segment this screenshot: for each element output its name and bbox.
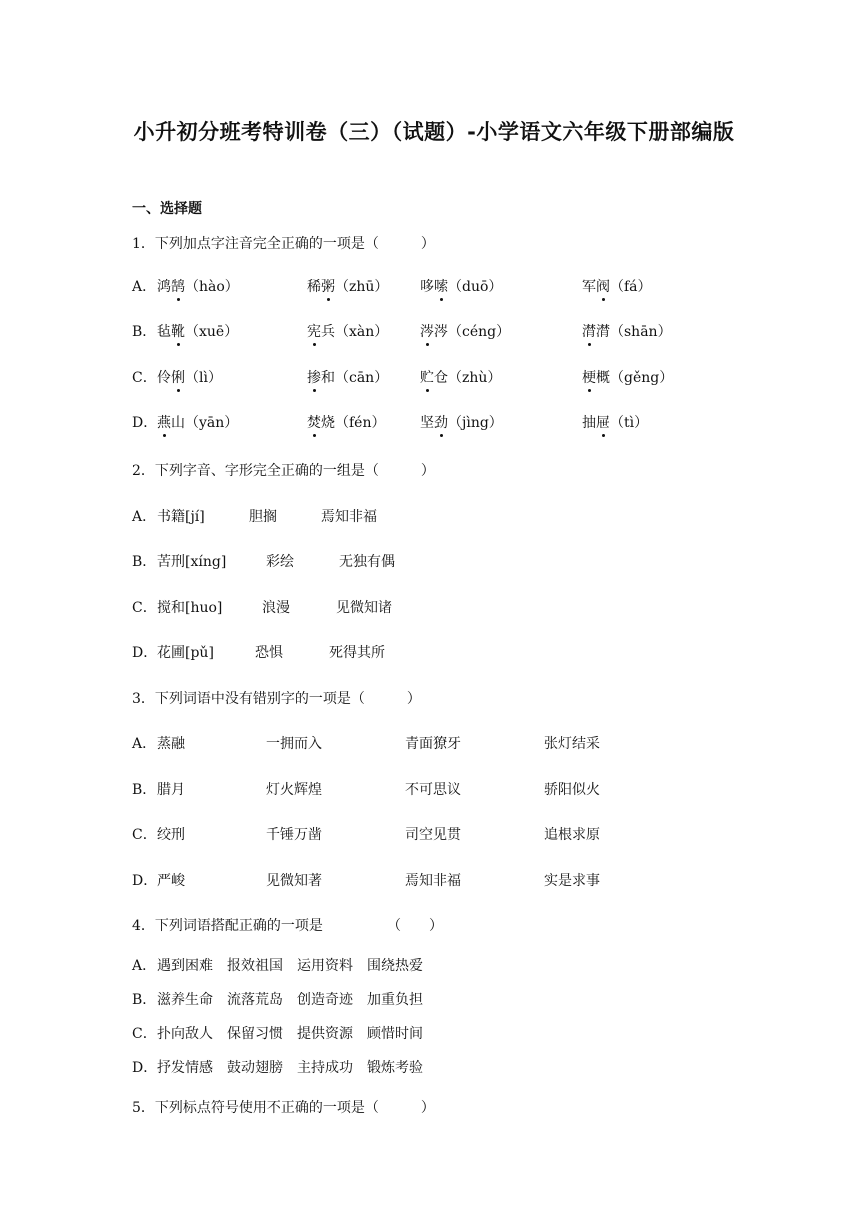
option-item: 青面獠牙 xyxy=(405,736,461,752)
question-1-stem: 1．下列加点字注音完全正确的一项是（ ） xyxy=(132,236,435,252)
option-item xyxy=(157,367,222,387)
question-4-paren: （ ） xyxy=(387,918,443,934)
option-item xyxy=(307,321,388,341)
item-suffix: （zhū） xyxy=(335,279,389,295)
item-suffix: （lì） xyxy=(185,370,222,386)
question-5-stem: 5．下列标点符号使用不正确的一项是（ ） xyxy=(132,1100,435,1116)
option-item: 死得其所 xyxy=(329,645,385,661)
option-item: 千锤万凿 xyxy=(266,827,322,843)
option-item xyxy=(582,276,652,296)
option-letter: C． xyxy=(132,827,157,843)
option-letter: A． xyxy=(132,736,157,752)
item-suffix: （fá） xyxy=(610,279,652,295)
item-suffix: 兵（xàn） xyxy=(321,324,389,340)
option-text: 扑向敌人 保留习惯 提供资源 顾惜时间 xyxy=(157,1026,423,1042)
option-item: 腊月 xyxy=(157,782,185,798)
option-item xyxy=(307,276,388,296)
section-heading: 一、选择题 xyxy=(132,201,202,217)
dotted-character: 宪 xyxy=(307,324,321,340)
question-3-stem: 3．下列词语中没有错别字的一项是（ ） xyxy=(132,691,421,707)
item-suffix: 山（yān） xyxy=(171,415,239,431)
dotted-character: 焚 xyxy=(307,415,321,431)
item-suffix: （xuē） xyxy=(185,324,239,340)
dotted-character: 劲 xyxy=(434,415,448,431)
option-letter: A． xyxy=(132,509,157,525)
item-suffix: 潸（shān） xyxy=(596,324,672,340)
dotted-character: 潸 xyxy=(582,324,596,340)
option-item: 司空见贯 xyxy=(405,827,461,843)
item-suffix: 涔（céng） xyxy=(434,324,511,340)
option-item: 焉知非福 xyxy=(405,873,461,889)
option-letter: D． xyxy=(132,873,158,889)
dotted-character: 嗦 xyxy=(434,279,448,295)
option-item xyxy=(307,367,388,387)
dotted-character: 靴 xyxy=(171,324,185,340)
document-title: 小升初分班考特训卷（三）（试题）-小学语文六年级下册部编版 xyxy=(133,120,735,144)
dotted-character: 鹄 xyxy=(171,279,185,295)
option-item xyxy=(420,276,502,296)
item-prefix: 军 xyxy=(582,279,596,295)
option-item: 见微知著 xyxy=(266,873,322,889)
item-suffix: 烧（fén） xyxy=(321,415,386,431)
item-suffix: 仓（zhù） xyxy=(434,370,502,386)
dotted-character: 贮 xyxy=(420,370,434,386)
option-text: 滋养生命 流落荒岛 创造奇迹 加重负担 xyxy=(157,992,423,1008)
option-item: 实是求事 xyxy=(544,873,600,889)
item-prefix: 哆 xyxy=(420,279,434,295)
option-text: 遇到困难 报效祖国 运用资料 围绕热爱 xyxy=(157,958,423,974)
option-letter: C． xyxy=(132,1026,157,1042)
item-prefix: 毡 xyxy=(157,324,171,340)
option-letter: D． xyxy=(132,415,158,431)
item-suffix: 和（cān） xyxy=(321,370,389,386)
option-item: 焉知非福 xyxy=(321,509,377,525)
option-item xyxy=(582,412,648,432)
option-item xyxy=(307,412,385,432)
option-item: 骄阳似火 xyxy=(544,782,600,798)
item-prefix: 伶 xyxy=(157,370,171,386)
option-item: 花圃[pǔ] xyxy=(157,645,214,661)
item-prefix: 坚 xyxy=(420,415,434,431)
item-prefix: 鸿 xyxy=(157,279,171,295)
option-item: 灯火辉煌 xyxy=(266,782,322,798)
option-text: 抒发情感 鼓动翅膀 主持成功 锻炼考验 xyxy=(157,1060,423,1076)
question-4-stem: 4．下列词语搭配正确的一项是 xyxy=(132,918,323,934)
option-item: 见微知诸 xyxy=(336,600,392,616)
dotted-character: 梗 xyxy=(582,370,596,386)
dotted-character: 屉 xyxy=(596,415,610,431)
option-item: 张灯结采 xyxy=(544,736,600,752)
option-item: 绞刑 xyxy=(157,827,185,843)
option-letter: B． xyxy=(132,554,157,570)
dotted-character: 掺 xyxy=(307,370,321,386)
question-2-stem: 2．下列字音、字形完全正确的一组是（ ） xyxy=(132,463,435,479)
option-item xyxy=(582,321,672,341)
option-letter: D． xyxy=(132,645,158,661)
option-item: 搅和[huo] xyxy=(157,600,223,616)
option-item: 彩绘 xyxy=(266,554,294,570)
option-item xyxy=(420,412,503,432)
option-letter: C． xyxy=(132,600,157,616)
option-letter: C． xyxy=(132,370,157,386)
option-letter: B． xyxy=(132,324,157,340)
item-suffix: （tì） xyxy=(610,415,649,431)
option-item: 一拥而入 xyxy=(266,736,322,752)
option-letter: D． xyxy=(132,1060,158,1076)
item-suffix: 概（gěng） xyxy=(596,370,674,386)
dotted-character: 阀 xyxy=(596,279,610,295)
option-letter: B． xyxy=(132,782,157,798)
option-item: 苦刑[xíng] xyxy=(157,554,227,570)
option-letter: A． xyxy=(132,958,157,974)
option-item: 浪漫 xyxy=(262,600,290,616)
option-item xyxy=(157,321,238,341)
dotted-character: 粥 xyxy=(321,279,335,295)
option-item: 书籍[jí] xyxy=(157,509,205,525)
option-letter: A． xyxy=(132,279,157,295)
option-item xyxy=(157,412,238,432)
option-item: 恐惧 xyxy=(255,645,283,661)
option-item: 蒸融 xyxy=(157,736,185,752)
item-suffix: （jìng） xyxy=(448,415,503,431)
option-item: 严峻 xyxy=(157,873,185,889)
option-item xyxy=(420,367,501,387)
option-item: 胆搁 xyxy=(249,509,277,525)
dotted-character: 燕 xyxy=(157,415,171,431)
option-item xyxy=(582,367,673,387)
option-item: 无独有偶 xyxy=(339,554,395,570)
item-suffix: （hào） xyxy=(185,279,239,295)
option-item: 不可思议 xyxy=(405,782,461,798)
option-item: 追根求原 xyxy=(544,827,600,843)
item-suffix: （duō） xyxy=(448,279,503,295)
dotted-character: 涔 xyxy=(420,324,434,340)
option-item xyxy=(157,276,239,296)
item-prefix: 稀 xyxy=(307,279,321,295)
dotted-character: 俐 xyxy=(171,370,185,386)
item-prefix: 抽 xyxy=(582,415,596,431)
option-item xyxy=(420,321,510,341)
option-letter: B． xyxy=(132,992,157,1008)
